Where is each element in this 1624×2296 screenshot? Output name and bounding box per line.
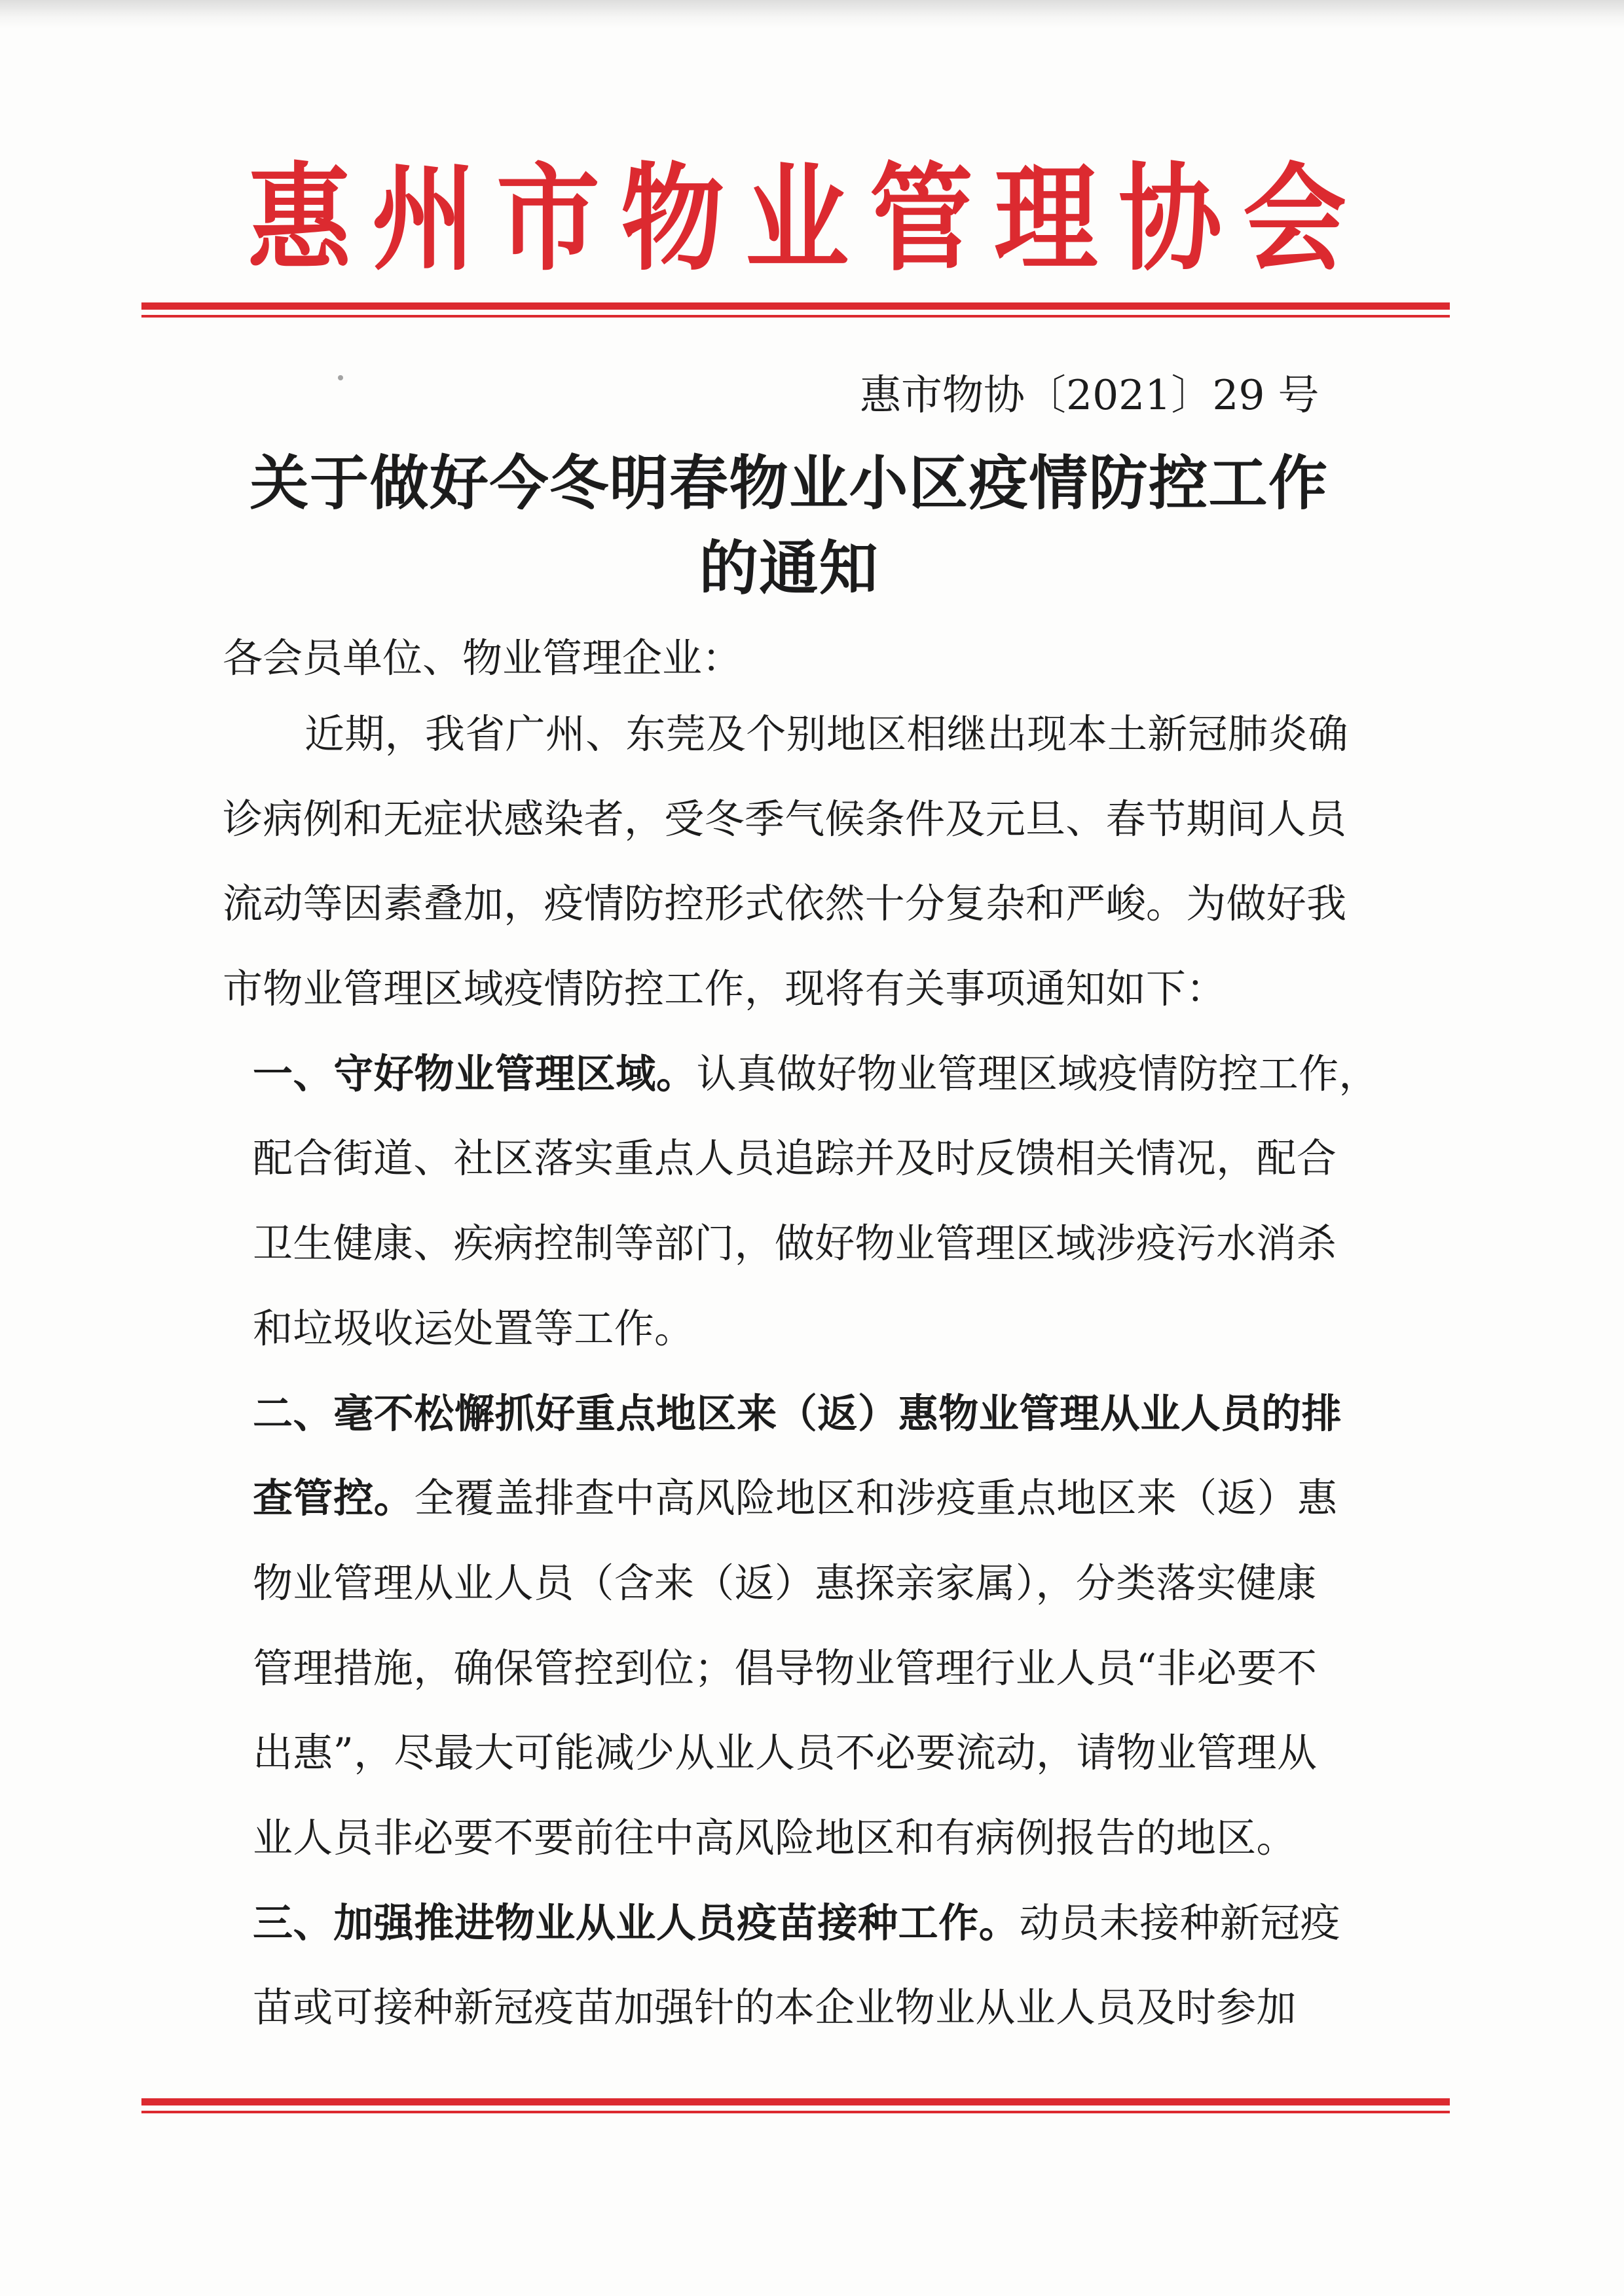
section-2-line: 出惠”，尽最大可能减少从业人员不必要流动，请物业管理从 [253, 1730, 1318, 1777]
intro-line: 近期，我省广州、东莞及个别地区相继出现本土新冠肺炎确 [304, 711, 1348, 757]
section-2-text: 全覆盖排查中高风险地区和涉疫重点地区来（返）惠 [414, 1475, 1338, 1522]
salutation: 各会员单位、物业管理企业： [223, 635, 743, 682]
document-number: 惠市物协〔2021〕29 号 [860, 371, 1320, 419]
section-1-heading: 一、守好物业管理区域。 [253, 1050, 697, 1097]
section-3-line: 苗或可接种新冠疫苗加强针的本企业物业从业人员及时参加 [253, 1984, 1297, 2032]
footer-red-rule-thick [141, 2098, 1450, 2105]
section-1-text: 认真做好物业管理区域疫情防控工作， [696, 1050, 1379, 1097]
title-line-2: 的通知 [699, 534, 879, 603]
section-2-line: 物业管理从业人员（含来（返）惠探亲家属），分类落实健康 [253, 1559, 1317, 1607]
section-1-line: 配合街道、社区落实重点人员追踪并及时反馈相关情况，配合 [253, 1135, 1337, 1182]
notice-title [242, 441, 1336, 611]
section-2-line [223, 1372, 1467, 1457]
section-1-line [223, 1032, 1467, 1117]
footer-red-rule-thin [141, 2111, 1450, 2113]
scan-edge-shadow [0, 0, 1624, 29]
section-1-line: 和垃圾收运处置等工作。 [253, 1305, 695, 1352]
section-3-heading: 三、加强推进物业从业人员疫苗接种工作。 [253, 1899, 1020, 1946]
section-1-line: 卫生健康、疾病控制等部门，做好物业管理区域涉疫污水消杀 [253, 1220, 1337, 1267]
intro-line: 流动等因素叠加，疫情防控形式依然十分复杂和严峻。为做好我 [223, 881, 1347, 928]
section-3-line [223, 1881, 1467, 1966]
header-red-rule-thin [141, 315, 1450, 318]
section-2-line: 管理措施，确保管控到位；倡导物业管理行业人员“非必要不 [253, 1645, 1318, 1692]
letterhead-org-name: 惠州市物业管理协会 [248, 151, 1367, 287]
section-2-line [223, 1456, 1467, 1541]
section-2-heading: 二、毫不松懈抓好重点地区来（返）惠物业管理从业人员的排 [253, 1390, 1342, 1437]
scan-speck [338, 375, 343, 380]
section-2-heading: 查管控。 [253, 1475, 415, 1522]
intro-line: 诊病例和无症状感染者，受冬季气候条件及元旦、春节期间人员 [223, 795, 1347, 843]
header-red-rule-thick [141, 302, 1450, 310]
intro-line: 市物业管理区域疫情防控工作，现将有关事项通知如下： [223, 966, 1227, 1013]
section-3-text: 动员未接种新冠疫 [1019, 1899, 1340, 1946]
title-line-1: 关于做好今冬明春物业小区疫情防控工作 [249, 448, 1329, 518]
section-2-line: 业人员非必要不要前往中高风险地区和有病例报告的地区。 [253, 1814, 1297, 1861]
notice-body [223, 692, 1467, 2050]
